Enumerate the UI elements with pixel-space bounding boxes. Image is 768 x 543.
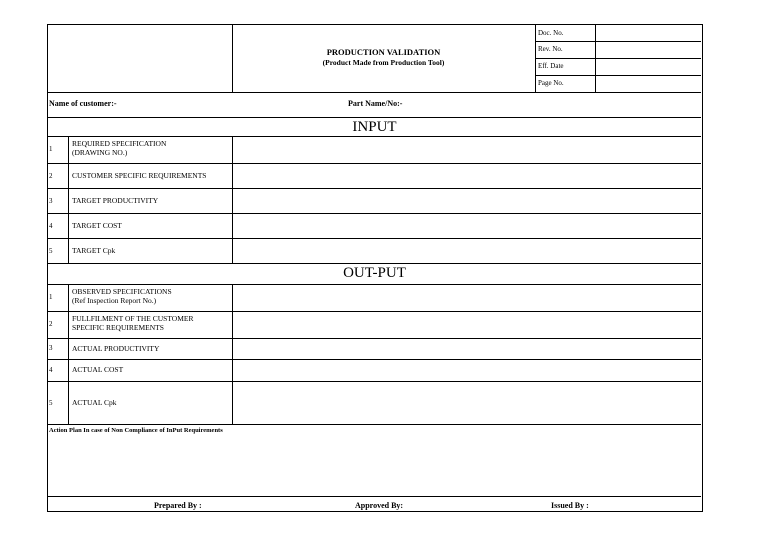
rev-no-label: Rev. No.: [538, 45, 563, 53]
prepared-by-label: Prepared By :: [154, 501, 202, 510]
input-row-number: 2: [49, 172, 53, 180]
output-row-label: OBSERVED SPECIFICATIONS (Ref Inspection Report No.): [72, 287, 172, 305]
input-row-label: CUSTOMER SPECIFIC REQUIREMENTS: [72, 171, 207, 180]
form-subtitle: (Product Made from Production Tool): [322, 58, 445, 67]
output-row-number: 4: [49, 366, 53, 374]
input-row-number: 5: [49, 247, 53, 255]
issued-by-label: Issued By :: [551, 501, 589, 510]
input-row-label: TARGET Cpk: [72, 246, 116, 255]
output-row-number: 1: [49, 293, 53, 301]
output-row-label: FULLFILMENT OF THE CUSTOMER SPECIFIC REQUIREMENTS: [72, 314, 194, 332]
part-name-label: Part Name/No:-: [348, 99, 403, 108]
input-row-number: 3: [49, 197, 53, 205]
input-row-label: TARGET COST: [72, 221, 122, 230]
input-section-heading: INPUT: [352, 119, 397, 135]
production-validation-form: [47, 24, 703, 512]
action-plan-label: Action Plan In case of Non Compliance of InPut Requirements: [49, 427, 223, 434]
customer-name-label: Name of customer:-: [49, 99, 117, 108]
input-row-label: REQUIRED SPECIFICATION (DRAWING NO.): [72, 139, 167, 157]
approved-by-label: Approved By:: [355, 501, 404, 510]
input-row-number: 1: [49, 145, 53, 153]
eff-date-label: Eff. Date: [538, 62, 564, 70]
page-no-label: Page No.: [538, 79, 564, 87]
output-row-number: 5: [49, 399, 53, 407]
doc-no-label: Doc. No.: [538, 29, 564, 37]
output-section-heading: OUT-PUT: [343, 265, 406, 281]
output-row-number: 2: [49, 320, 53, 328]
output-row-label: ACTUAL COST: [72, 365, 124, 374]
output-row-label: ACTUAL Cpk: [72, 398, 117, 407]
input-row-number: 4: [49, 222, 53, 230]
output-row-label: ACTUAL PRODUCTIVITY: [72, 344, 160, 353]
form-title: PRODUCTION VALIDATION: [326, 47, 441, 57]
output-row-number: 3: [49, 344, 53, 352]
input-row-label: TARGET PRODUCTIVITY: [72, 196, 159, 205]
